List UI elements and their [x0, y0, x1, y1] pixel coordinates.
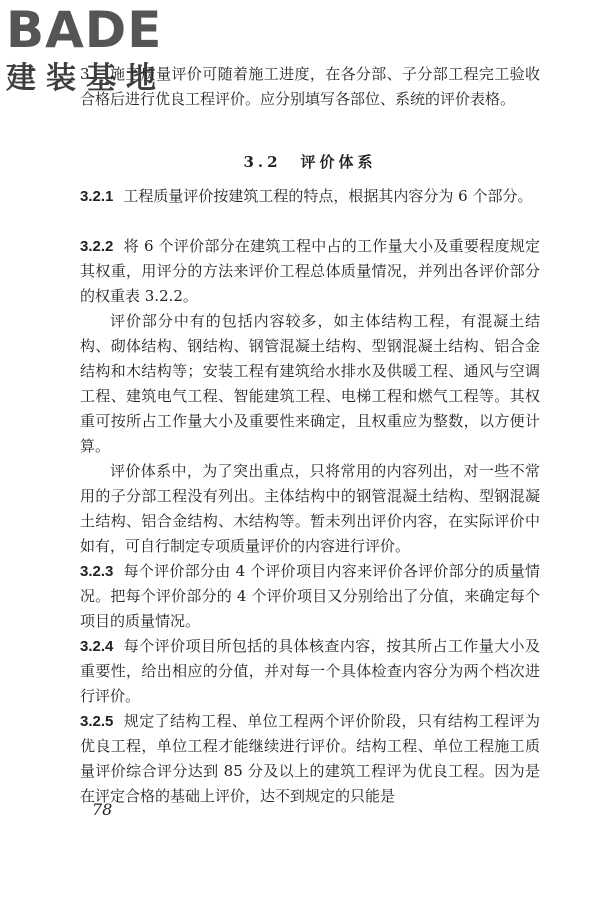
clause-number: 3.2.2 — [80, 238, 114, 255]
clause-3-2-4 — [80, 634, 540, 709]
section-heading: 3.2 评价体系 — [243, 153, 377, 171]
logo-chinese-text: 建装基地 — [6, 61, 166, 96]
clause-number: 3.2.3 — [80, 563, 114, 580]
clause-3-2-3 — [80, 559, 540, 634]
clause-3-2-1 — [80, 184, 540, 209]
clause-text: 每个评价项目所包括的具体核查内容，按其所占工作量大小及重要性，给出相应的分值，并对每一个具体检查内容分为两个档次进行评价。 — [80, 637, 540, 705]
clause-number: 3.2.1 — [80, 188, 114, 205]
clause-number: 3.2.4 — [80, 638, 114, 655]
intro-paragraph: 3. 施工质量评价可随着施工进度，在各分部、子分部工程完工验收合格后进行优良工程评价。应分别填写各部位、系统的评价表格。 — [80, 65, 540, 108]
clause-text: 将 6 个评价部分在建筑工程中占的工作量大小及重要程度规定其权重，用评分的方法来评价工程总体质量情况，并列出各评价部分的权重表 3.2.2。 — [80, 237, 540, 305]
clause-text: 每个评价部分由 4 个评价项目内容来评价各评价部分的质量情况。把每个评价部分的 4 个评价项目又分别给出了分值，来确定每个项目的质量情况。 — [80, 562, 540, 630]
clause-3-2-2 — [80, 234, 540, 309]
clause-text: 规定了结构工程、单位工程两个评价阶段，只有结构工程评为优良工程，单位工程才能继续进行评价。结构工程、单位工程施工质量评价综合评分达到 85 分及以上的建筑工程评为优良工程。因为是在评定合格的基础上评价，达不到规定的只能是 — [80, 712, 540, 805]
clause-text: 工程质量评价按建筑工程的特点，根据其内容分为 6 个部分。 — [123, 187, 533, 205]
page-number: 78 — [92, 800, 113, 819]
clause-number: 3.2.5 — [80, 713, 114, 730]
body-paragraph: 评价部分中有的包括内容较多，如主体结构工程，有混凝土结构、砌体结构、钢结构、钢管混凝土结构、型钢混凝土结构、铝合金结构和木结构等；安装工程有建筑给水排水及供暖工程、通风与空调工程、建筑电气工程、智能建筑工程、电梯工程和燃气工程等。其权重可按所占工作量大小及重要性来确定，且权重应为整数，以方便计算。 — [80, 312, 540, 455]
logo-latin-text: BADE — [6, 1, 163, 59]
body-paragraph: 评价体系中，为了突出重点，只将常用的内容列出，对一些不常用的子分部工程没有列出。主体结构中的钢管混凝土结构、型钢混凝土结构、铝合金结构、木结构等。暂未列出评价内容，在实际评价中如有，可自行制定专项质量评价的内容进行评价。 — [80, 462, 540, 555]
clause-3-2-5 — [80, 709, 540, 809]
